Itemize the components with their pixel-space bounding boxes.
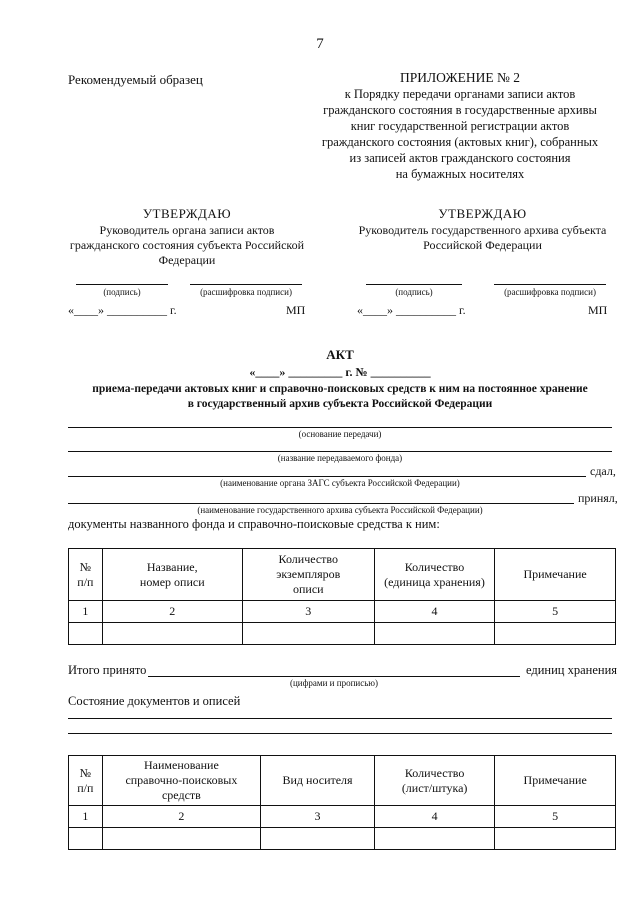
stamp-right: МП bbox=[588, 303, 608, 317]
header-text: Количество (лист/штука) bbox=[401, 765, 468, 795]
header-text: № п/п bbox=[77, 559, 94, 589]
archive-line bbox=[68, 503, 574, 504]
reference-tools-table bbox=[68, 755, 616, 850]
number-cell: 3 bbox=[261, 806, 375, 828]
number-cell: 1 bbox=[69, 806, 103, 828]
appendix-block bbox=[310, 70, 610, 182]
documents-intro: документы названного фонда и справочно-поисковые средства к ним: bbox=[68, 517, 440, 531]
header-text: № п/п bbox=[77, 765, 94, 795]
decode-caption-right: (расшифровка подписи) bbox=[504, 287, 596, 297]
decode-line-right bbox=[494, 284, 606, 285]
basis-line bbox=[68, 427, 612, 428]
appendix-line: гражданского состояния (актовых книг), собранных bbox=[321, 135, 599, 149]
sign-line-left bbox=[76, 284, 168, 285]
approve-left bbox=[62, 206, 312, 268]
approve-right-line: Российской Федерации bbox=[423, 238, 542, 252]
header-cell bbox=[242, 549, 374, 601]
empty-cell[interactable] bbox=[69, 828, 103, 850]
approve-right-line: Руководитель государственного архива субъекта bbox=[358, 223, 607, 237]
header-cell bbox=[495, 549, 616, 601]
appendix-line: из записей актов гражданского состояния bbox=[349, 151, 571, 165]
act-title: АКТ bbox=[326, 347, 354, 362]
sample-label: Рекомендуемый образец bbox=[68, 72, 203, 87]
fund-caption: (название передаваемого фонда) bbox=[277, 453, 403, 463]
table-header-row bbox=[69, 756, 616, 806]
accepted-label: принял, bbox=[578, 491, 618, 505]
appendix-line: на бумажных носителях bbox=[395, 167, 525, 181]
empty-cell[interactable] bbox=[374, 828, 494, 850]
header-cell bbox=[69, 756, 103, 806]
zags-caption: (наименование органа ЗАГС субъекта Российской Федерации) bbox=[220, 478, 460, 488]
basis-caption: (основание передачи) bbox=[298, 429, 382, 439]
header-cell bbox=[102, 756, 260, 806]
header-text: Вид носителя bbox=[282, 773, 353, 787]
number-cell: 5 bbox=[495, 601, 616, 623]
empty-cell[interactable] bbox=[102, 623, 242, 645]
act-subtitle-line2: в государственный архив субъекта Российской Федерации bbox=[187, 398, 493, 410]
appendix-line: к Порядку передачи органами записи актов bbox=[344, 87, 576, 101]
condition-label: Состояние документов и описей bbox=[68, 694, 241, 708]
table-header-row bbox=[69, 549, 616, 601]
stamp-left: МП bbox=[286, 303, 306, 317]
approve-left-line: Федерации bbox=[158, 253, 216, 267]
total-line bbox=[148, 676, 520, 677]
empty-cell[interactable] bbox=[242, 623, 374, 645]
header-text: Наименование справочно-поисковых средств bbox=[125, 758, 238, 802]
digits-caption: (цифрами и прописью) bbox=[289, 678, 379, 688]
storage-units-label: единиц хранения bbox=[526, 663, 618, 677]
empty-cell[interactable] bbox=[261, 828, 375, 850]
header-cell bbox=[495, 756, 616, 806]
header-text: Количество экземпляров описи bbox=[276, 552, 341, 596]
act-subtitle-line1: приема-передачи актовых книг и справочно-поисковых средств к ним на постоянное хранение bbox=[92, 383, 588, 395]
table-row bbox=[69, 623, 616, 645]
condition-line-2 bbox=[68, 733, 612, 734]
header-text: Примечание bbox=[523, 773, 587, 787]
header-cell bbox=[261, 756, 375, 806]
act-date-number: «____» _________ г. № __________ bbox=[249, 365, 431, 379]
sign-caption-right: (подпись) bbox=[395, 287, 433, 297]
header-text: Примечание bbox=[523, 567, 587, 581]
number-cell: 1 bbox=[69, 601, 103, 623]
header-cell bbox=[102, 549, 242, 601]
empty-cell[interactable] bbox=[495, 828, 616, 850]
number-cell: 3 bbox=[242, 601, 374, 623]
empty-cell[interactable] bbox=[495, 623, 616, 645]
header-text: Название, номер описи bbox=[139, 559, 205, 589]
sign-line-right bbox=[366, 284, 462, 285]
header-text: Количество (единица хранения) bbox=[384, 559, 485, 589]
appendix-line: гражданского состояния в государственные архивы bbox=[323, 103, 597, 117]
approve-right bbox=[350, 206, 615, 253]
approve-left-head: УТВЕРЖДАЮ bbox=[142, 206, 232, 221]
number-cell: 2 bbox=[102, 806, 260, 828]
date-left: «____» __________ г. bbox=[68, 303, 177, 317]
empty-cell[interactable] bbox=[69, 623, 103, 645]
zags-line bbox=[68, 476, 586, 477]
header-cell bbox=[374, 549, 494, 601]
table-row bbox=[69, 806, 616, 828]
condition-line-1 bbox=[68, 718, 612, 719]
date-right: «____» __________ г. bbox=[357, 303, 466, 317]
table-row bbox=[69, 828, 616, 850]
handed-label: сдал, bbox=[590, 464, 616, 478]
number-cell: 5 bbox=[495, 806, 616, 828]
archive-caption: (наименование государственного архива субъекта Российской Федерации) bbox=[197, 505, 483, 515]
sign-caption-left: (подпись) bbox=[103, 287, 141, 297]
decode-line-left bbox=[190, 284, 302, 285]
appendix-line: книг государственной регистрации актов bbox=[350, 119, 570, 133]
empty-cell[interactable] bbox=[102, 828, 260, 850]
fund-line bbox=[68, 451, 612, 452]
number-cell: 2 bbox=[102, 601, 242, 623]
approve-right-head: УТВЕРЖДАЮ bbox=[438, 206, 527, 221]
number-cell: 4 bbox=[374, 601, 494, 623]
table-row bbox=[69, 601, 616, 623]
documents-table bbox=[68, 548, 616, 645]
appendix-title: ПРИЛОЖЕНИЕ № 2 bbox=[399, 70, 521, 85]
page-number: 7 bbox=[316, 36, 324, 52]
approve-left-line: гражданского состояния субъекта Российской bbox=[69, 238, 305, 252]
empty-cell[interactable] bbox=[374, 623, 494, 645]
header-cell bbox=[374, 756, 494, 806]
total-accepted-label: Итого принято bbox=[68, 663, 147, 677]
decode-caption-left: (расшифровка подписи) bbox=[200, 287, 292, 297]
number-cell: 4 bbox=[374, 806, 494, 828]
approve-left-line: Руководитель органа записи актов bbox=[99, 223, 275, 237]
header-cell bbox=[69, 549, 103, 601]
